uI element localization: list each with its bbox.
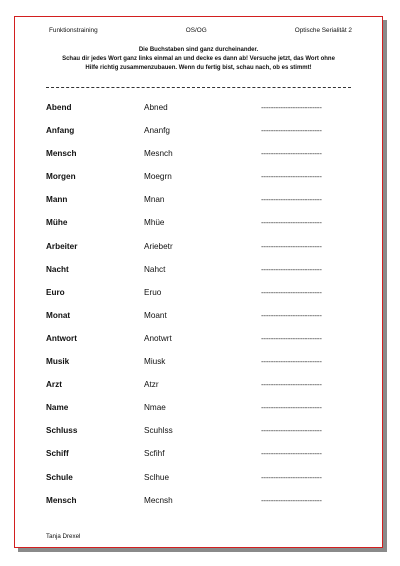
original-word: Arzt [46,380,62,390]
answer-blank[interactable]: ------------------------- [261,287,322,297]
answer-blank[interactable]: ------------------------- [261,103,322,112]
scrambled-word: Sclhue [144,472,170,482]
answer-blank[interactable]: ------------------------- [261,149,322,159]
word-row [15,328,382,351]
answer-blank[interactable]: ------------------------- [261,333,322,343]
answer-blank[interactable]: ------------------------- [261,357,322,367]
word-row [15,351,382,374]
original-word: Mensch [46,149,77,159]
original-word: Arbeiter [46,241,78,251]
answer-blank[interactable]: ------------------------- [261,241,322,251]
answer-blank[interactable]: ------------------------- [261,172,322,182]
original-word: Anfang [46,126,75,136]
header-center: OS/OG [185,27,207,34]
answer-blank[interactable]: ------------------------- [261,264,322,274]
word-row [15,443,382,466]
answer-blank[interactable]: ------------------------- [261,195,322,205]
original-word: Euro [46,287,65,297]
word-row [15,490,382,513]
original-word: Musik [46,357,70,367]
scrambled-word: Miusk [144,357,166,367]
word-row [15,189,382,212]
original-word: Mühe [46,218,68,228]
instruction-line-1: Die Buchstaben sind ganz durcheinander. [138,47,259,53]
original-word: Abend [46,103,72,112]
scrambled-word: Mecnsh [144,495,173,505]
answer-blank[interactable]: ------------------------- [261,426,322,436]
word-row [15,212,382,235]
original-word: Mensch [46,495,77,505]
answer-blank[interactable]: ------------------------- [261,126,322,136]
word-row [15,467,382,490]
answer-blank[interactable]: ------------------------- [261,380,322,390]
answer-blank[interactable]: ------------------------- [261,472,322,482]
answer-blank[interactable]: ------------------------- [261,449,322,459]
original-word: Antwort [46,333,77,343]
original-word: Nacht [46,264,69,274]
word-row [15,420,382,443]
original-word: Schiff [46,449,69,459]
word-row [15,97,382,120]
page-header [49,27,352,34]
dashed-divider [46,87,351,88]
scrambled-word: Mesnch [144,149,173,159]
word-row [15,166,382,189]
instructions [35,46,362,73]
scrambled-word: Mnan [144,195,165,205]
answer-blank[interactable]: ------------------------- [261,495,322,505]
word-row [15,397,382,420]
instruction-line-3: Hilfe richtig zusammenzubauen. Wenn du fertig bist, schau nach, ob es stimmt! [85,65,312,71]
answer-blank[interactable]: ------------------------- [261,310,322,320]
word-row [15,282,382,305]
footer-author: Tanja Drexel [46,533,81,540]
word-row [15,236,382,259]
word-row [15,259,382,282]
header-left: Funktionstraining [49,27,98,34]
scrambled-word: Moegrn [144,172,172,182]
scrambled-word: Nahct [144,264,166,274]
original-word: Schluss [46,426,78,436]
answer-blank[interactable]: ------------------------- [261,218,322,228]
word-row [15,374,382,397]
scrambled-word: Mhüe [144,218,165,228]
scrambled-word: Eruo [144,287,162,297]
scrambled-word: Atzr [144,380,159,390]
scrambled-word: Ananfg [144,126,170,136]
scrambled-word: Anotwrt [144,333,172,343]
word-row [15,120,382,143]
word-row [15,143,382,166]
word-list [15,97,382,513]
scrambled-word: Moant [144,310,167,320]
original-word: Name [46,403,69,413]
original-word: Mann [46,195,68,205]
scrambled-word: Nmae [144,403,166,413]
original-word: Monat [46,310,71,320]
original-word: Morgen [46,172,76,182]
word-row [15,305,382,328]
scrambled-word: Ariebetr [144,241,173,251]
scrambled-word: Scuhlss [144,426,173,436]
header-right: Optische Serialität 2 [294,27,352,34]
scrambled-word: Abned [144,103,168,112]
scrambled-word: Scfihf [144,449,165,459]
answer-blank[interactable]: ------------------------- [261,403,322,413]
instruction-line-2: Schau dir jedes Wort ganz links einmal an und decke es dann ab! Versuche jetzt, das Wort ohne [62,56,335,62]
original-word: Schule [46,472,73,482]
worksheet-page [14,16,383,548]
